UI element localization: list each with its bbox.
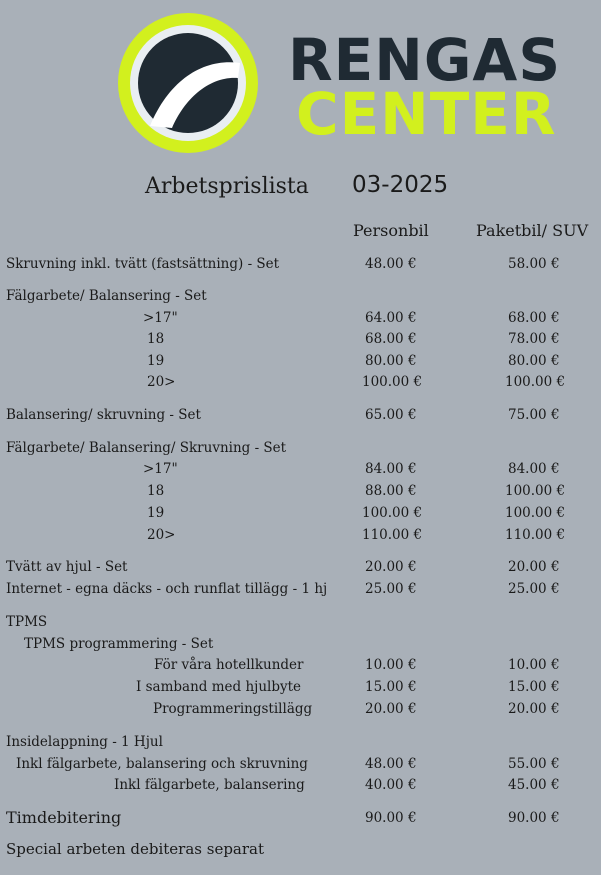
price-paketbil: 20.00 € — [508, 559, 560, 575]
table-row — [0, 505, 601, 525]
row-label: TPMS — [6, 614, 48, 630]
brand-logo — [110, 8, 562, 158]
row-label: Timdebitering — [6, 808, 122, 827]
price-personbil: 88.00 € — [365, 483, 417, 499]
row-label: >17" — [143, 310, 178, 326]
row-label: Inkl fälgarbete, balansering och skruvning — [16, 756, 308, 772]
price-list-header — [0, 172, 601, 212]
table-row — [0, 559, 601, 579]
table-row — [0, 701, 601, 721]
price-paketbil: 75.00 € — [508, 407, 560, 423]
section-heading-row — [0, 614, 601, 634]
price-personbil: 48.00 € — [365, 756, 417, 772]
row-label: Internet - egna däcks - och runflat tillägg - 1 hj — [6, 581, 328, 597]
table-row — [0, 461, 601, 481]
section-heading-row — [0, 440, 601, 460]
page-title: Arbetsprislista — [145, 174, 309, 199]
price-paketbil: 100.00 € — [505, 374, 566, 390]
row-label: 19 — [147, 353, 165, 369]
price-list-date: 03-2025 — [352, 172, 449, 198]
price-personbil: 100.00 € — [362, 505, 423, 521]
table-row — [0, 374, 601, 394]
price-paketbil: 100.00 € — [505, 505, 566, 521]
price-paketbil: 55.00 € — [508, 756, 560, 772]
row-label: Inkl fälgarbete, balansering — [114, 777, 305, 793]
row-label: 18 — [147, 483, 165, 499]
price-paketbil: 84.00 € — [508, 461, 560, 477]
price-paketbil: 45.00 € — [508, 777, 560, 793]
row-label: Balansering/ skruvning - Set — [6, 407, 201, 423]
row-label: 19 — [147, 505, 165, 521]
table-row — [0, 679, 601, 699]
table-row — [0, 808, 601, 828]
price-personbil: 64.00 € — [365, 310, 417, 326]
row-label: För våra hotellkunder — [154, 657, 304, 673]
table-row — [0, 310, 601, 330]
section-heading-row — [0, 636, 601, 656]
table-row — [0, 331, 601, 351]
table-row — [0, 483, 601, 503]
price-personbil: 48.00 € — [365, 256, 417, 272]
price-personbil: 68.00 € — [365, 331, 417, 347]
price-personbil: 40.00 € — [365, 777, 417, 793]
table-row — [0, 353, 601, 373]
price-personbil: 10.00 € — [365, 657, 417, 673]
price-paketbil: 10.00 € — [508, 657, 560, 673]
table-row — [0, 527, 601, 547]
price-paketbil: 58.00 € — [508, 256, 560, 272]
table-row — [0, 777, 601, 797]
section-heading-row — [0, 288, 601, 308]
price-paketbil: 110.00 € — [505, 527, 566, 543]
section-heading-row — [0, 734, 601, 754]
logo-text-line1: RENGAS — [288, 26, 562, 94]
row-label: Tvätt av hjul - Set — [6, 559, 128, 575]
column-header-paketbil-suv: Paketbil/ SUV — [476, 221, 589, 240]
price-personbil: 15.00 € — [365, 679, 417, 695]
price-personbil: 65.00 € — [365, 407, 417, 423]
price-personbil: 84.00 € — [365, 461, 417, 477]
row-label: Programmeringstillägg — [153, 701, 313, 717]
row-label: TPMS programmering - Set — [24, 636, 214, 652]
price-paketbil: 80.00 € — [508, 353, 560, 369]
table-row — [0, 581, 601, 601]
row-label: Fälgarbete/ Balansering - Set — [6, 288, 207, 304]
footnote-text: Special arbeten debiteras separat — [6, 840, 265, 858]
row-label: >17" — [143, 461, 178, 477]
price-personbil: 90.00 € — [365, 810, 417, 826]
row-label: I samband med hjulbyte — [136, 679, 302, 695]
price-paketbil: 15.00 € — [508, 679, 560, 695]
footnote-row — [0, 840, 601, 860]
price-personbil: 25.00 € — [365, 581, 417, 597]
price-paketbil: 100.00 € — [505, 483, 566, 499]
price-paketbil: 25.00 € — [508, 581, 560, 597]
table-row — [0, 657, 601, 677]
price-personbil: 100.00 € — [362, 374, 423, 390]
row-label: Insidelappning - 1 Hjul — [6, 734, 163, 750]
price-paketbil: 68.00 € — [508, 310, 560, 326]
price-personbil: 20.00 € — [365, 559, 417, 575]
price-personbil: 80.00 € — [365, 353, 417, 369]
logo-emblem-icon — [110, 8, 270, 158]
row-label: 20> — [147, 374, 176, 390]
column-header-personbil: Personbil — [353, 221, 429, 240]
price-personbil: 20.00 € — [365, 701, 417, 717]
row-label: 20> — [147, 527, 176, 543]
price-paketbil: 90.00 € — [508, 810, 560, 826]
table-row — [0, 256, 601, 276]
logo-text-line2: CENTER — [296, 80, 557, 148]
row-label: 18 — [147, 331, 165, 347]
table-row — [0, 407, 601, 427]
row-label: Fälgarbete/ Balansering/ Skruvning - Set — [6, 440, 287, 456]
table-row — [0, 756, 601, 776]
price-paketbil: 78.00 € — [508, 331, 560, 347]
price-paketbil: 20.00 € — [508, 701, 560, 717]
row-label: Skruvning inkl. tvätt (fastsättning) - Set — [6, 256, 280, 272]
price-personbil: 110.00 € — [362, 527, 423, 543]
